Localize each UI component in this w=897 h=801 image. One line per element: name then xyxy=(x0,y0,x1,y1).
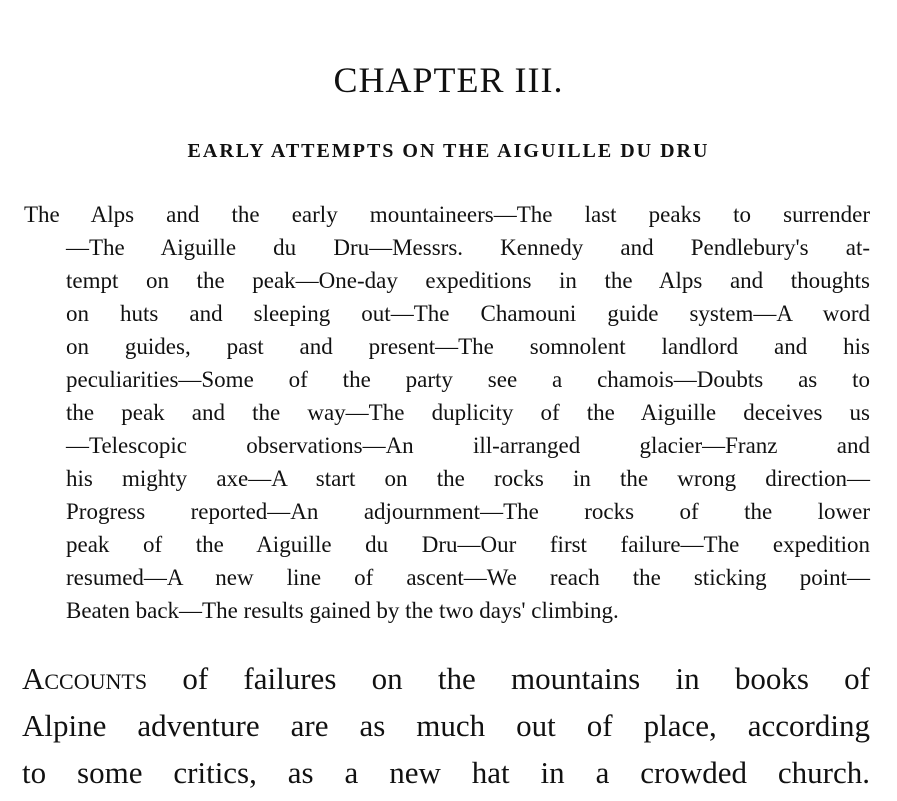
synopsis-line: on guides, past and present—The somnolent landlord and his xyxy=(66,334,870,359)
synopsis-line: the peak and the way—The duplicity of the Aiguille deceives us xyxy=(66,400,870,425)
chapter-heading: CHAPTER III. xyxy=(333,60,564,100)
synopsis-line: his mighty axe—A start on the rocks in the wrong direction— xyxy=(66,466,870,491)
opening-word: Accounts xyxy=(22,661,148,696)
synopsis-line: —The Aiguille du Dru—Messrs. Kennedy and Pendlebury's at- xyxy=(66,235,870,260)
synopsis-line: on huts and sleeping out—The Chamouni guide system—A word xyxy=(66,301,870,326)
synopsis-line: The Alps and the early mountaineers—The last peaks to surrender xyxy=(24,202,870,227)
chapter-title: EARLY ATTEMPTS ON THE AIGUILLE DU DRU xyxy=(187,140,710,162)
synopsis-line: —Telescopic observations—An ill-arranged glacier—Franz and xyxy=(66,433,870,458)
synopsis-line: peak of the Aiguille du Dru—Our first failure—The expedition xyxy=(66,532,870,557)
synopsis-line: Beaten back—The results gained by the two days' climbing. xyxy=(66,598,619,623)
synopsis-line: tempt on the peak—One-day expeditions in the Alps and thoughts xyxy=(66,268,870,293)
chapter-synopsis xyxy=(24,198,870,627)
synopsis-line: resumed—A new line of ascent—We reach the sticking point— xyxy=(66,565,870,590)
body-paragraph xyxy=(22,655,870,796)
synopsis-line: Progress reported—An adjournment—The rocks of the lower xyxy=(66,499,870,524)
body-line-text: of failures on the mountains in books of xyxy=(147,661,870,696)
body-line: Alpine adventure are as much out of place, according xyxy=(22,708,870,743)
body-line: to some critics, as a new hat in a crowded church. xyxy=(22,755,870,790)
body-line xyxy=(22,655,870,702)
synopsis-line: peculiarities—Some of the party see a chamois—Doubts as to xyxy=(66,367,870,392)
